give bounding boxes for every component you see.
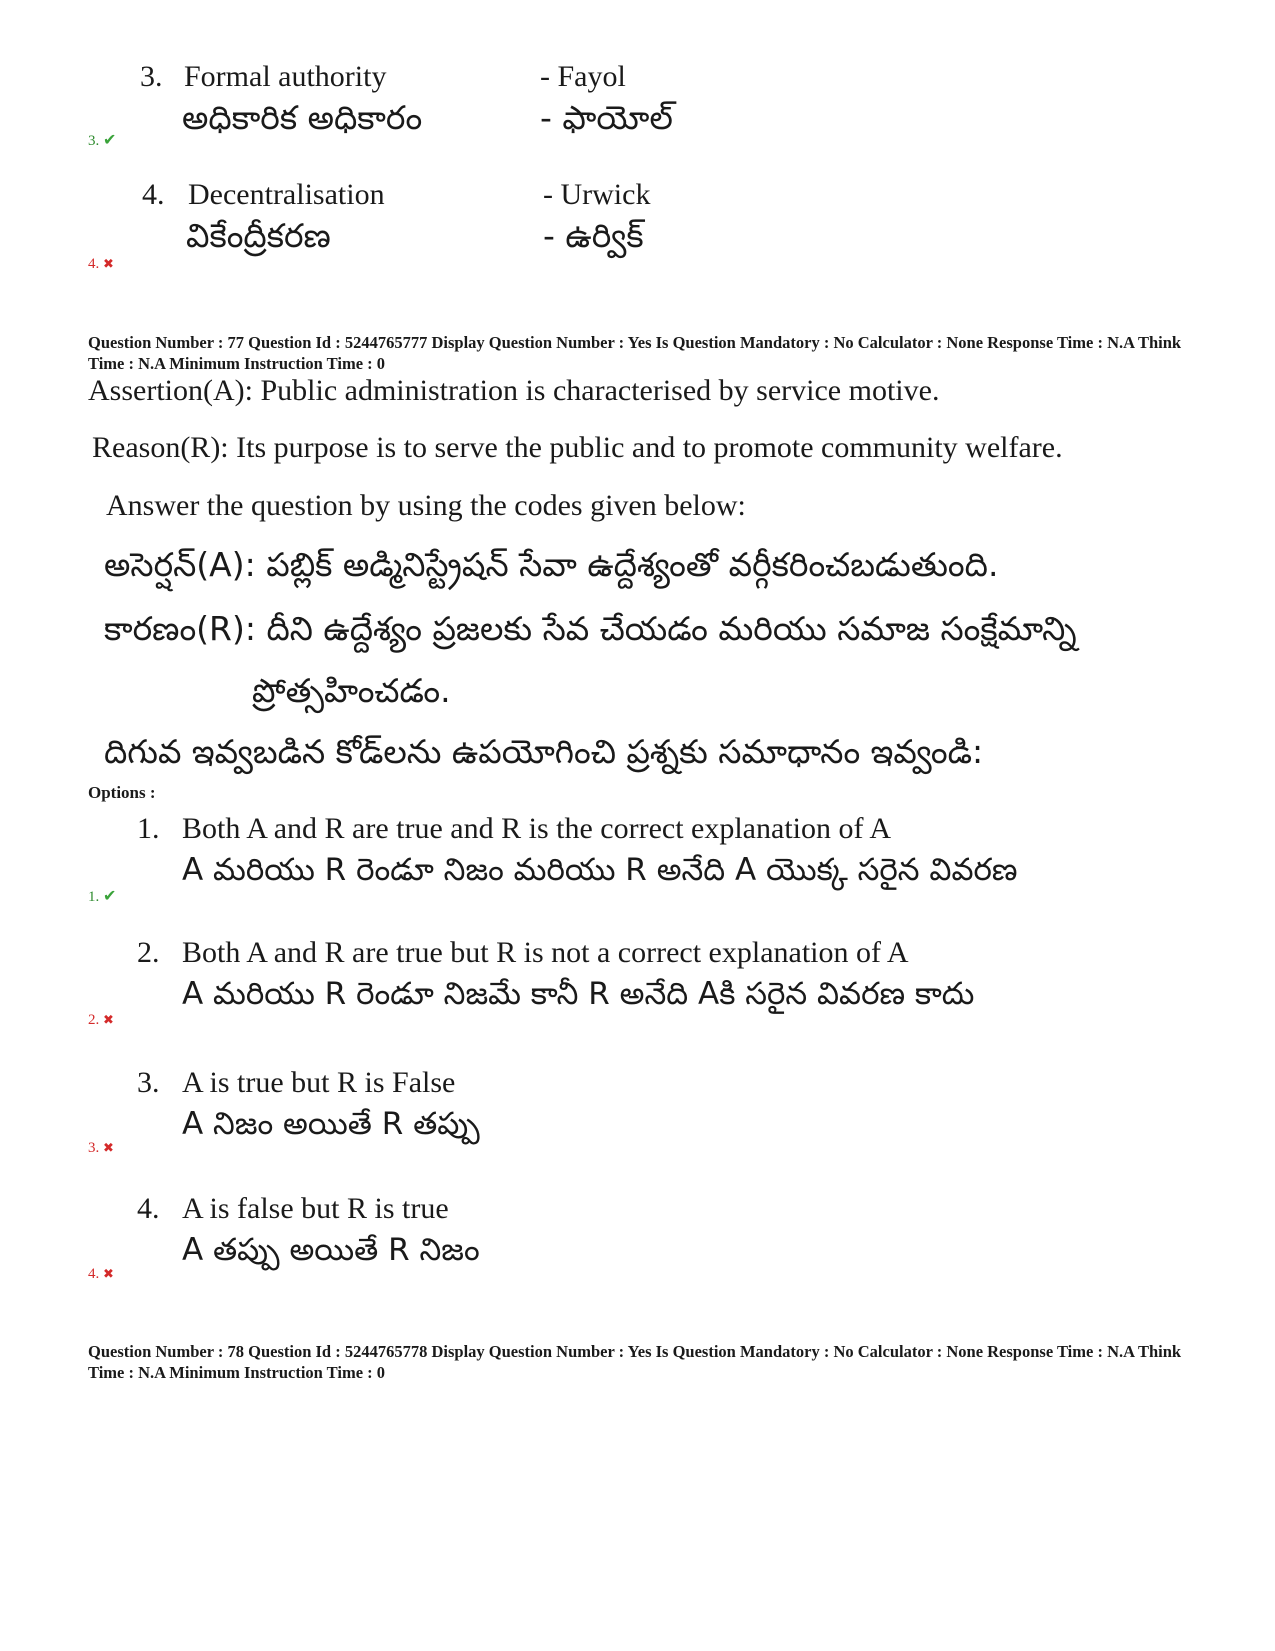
check-icon: ✔ [103, 132, 117, 149]
option-right-en: - Fayol [540, 60, 626, 93]
option-number: 3. [137, 1066, 160, 1099]
cross-icon: ✖ [103, 1140, 114, 1155]
cross-icon: ✖ [103, 1266, 114, 1281]
correct-mark: 1. ✔ [88, 888, 117, 905]
check-icon: ✔ [103, 888, 117, 905]
option-number: 4. [137, 1192, 160, 1225]
assertion-te: అసెర్షన్(A): పబ్లిక్ అడ్మినిస్ట్రేషన్ సేవా ఉద్దేశ్యంతో వర్గీకరించబడుతుంది. [104, 545, 999, 584]
question-meta: Question Number : 78 Question Id : 5244765778 Display Question Number : Yes Is Question Mandatory : No Calculator : None Response Time : N.A Think Time : N.A Minimum Instruction Time : 0 [88, 1342, 1182, 1382]
option-te: A మరియు R రెండూ నిజమే కానీ R అనేది Aకి సరైన వివరణ కాదు [182, 976, 975, 1012]
cross-icon: ✖ [103, 256, 114, 271]
question-meta: Question Number : 77 Question Id : 5244765777 Display Question Number : Yes Is Question Mandatory : No Calculator : None Response Time : N.A Think Time : N.A Minimum Instruction Time : 0 [88, 333, 1182, 373]
reason-te-line2: ప్రోత్సహించడం. [252, 671, 451, 710]
wrong-mark: 4. ✖ [88, 1266, 114, 1282]
option-en: A is false but R is true [182, 1192, 449, 1225]
option-left-te: అధికారిక అధికారం [182, 98, 423, 137]
option-right-te: - ఉర్విక్ [543, 216, 644, 255]
wrong-mark: 3. ✖ [88, 1140, 114, 1156]
option-en: A is true but R is False [182, 1066, 456, 1099]
assertion-en: Assertion(A): Public administration is characterised by service motive. [88, 374, 940, 407]
option-te: A మరియు R రెండూ నిజం మరియు R అనేది A యొక్క సరైన వివరణ [182, 852, 1018, 888]
reason-en: Reason(R): Its purpose is to serve the public and to promote community welfare. [92, 431, 1063, 464]
option-right-en: - Urwick [543, 178, 651, 211]
option-en: Both A and R are true but R is not a correct explanation of A [182, 936, 909, 969]
wrong-mark: 4. ✖ [88, 256, 114, 272]
option-number: 3. [140, 60, 163, 93]
option-number: 2. [137, 936, 160, 969]
wrong-mark: 2. ✖ [88, 1012, 114, 1028]
option-right-te: - ఫాయోల్ [540, 98, 673, 137]
option-left-en: Decentralisation [188, 178, 385, 211]
option-number: 4. [142, 178, 165, 211]
option-te: A తప్పు అయితే R నిజం [182, 1232, 480, 1268]
option-left-te: వికేంద్రీకరణ [186, 216, 331, 255]
option-number: 1. [137, 812, 160, 845]
reason-te-line1: కారణం(R): దీని ఉద్దేశ్యం ప్రజలకు సేవ చేయడం మరియు సమాజ సంక్షేమాన్ని [104, 609, 1077, 648]
option-left-en: Formal authority [184, 60, 387, 93]
correct-mark: 3. ✔ [88, 132, 117, 149]
option-te: A నిజం అయితే R తప్పు [182, 1106, 480, 1142]
options-label: Options : [88, 783, 156, 802]
instruction-en: Answer the question by using the codes given below: [106, 489, 746, 522]
instruction-te: దిగువ ఇవ్వబడిన కోడ్‌లను ఉపయోగించి ప్రశ్నకు సమాధానం ఇవ్వండి: [104, 732, 984, 771]
option-en: Both A and R are true and R is the correct explanation of A [182, 812, 891, 845]
cross-icon: ✖ [103, 1012, 114, 1027]
